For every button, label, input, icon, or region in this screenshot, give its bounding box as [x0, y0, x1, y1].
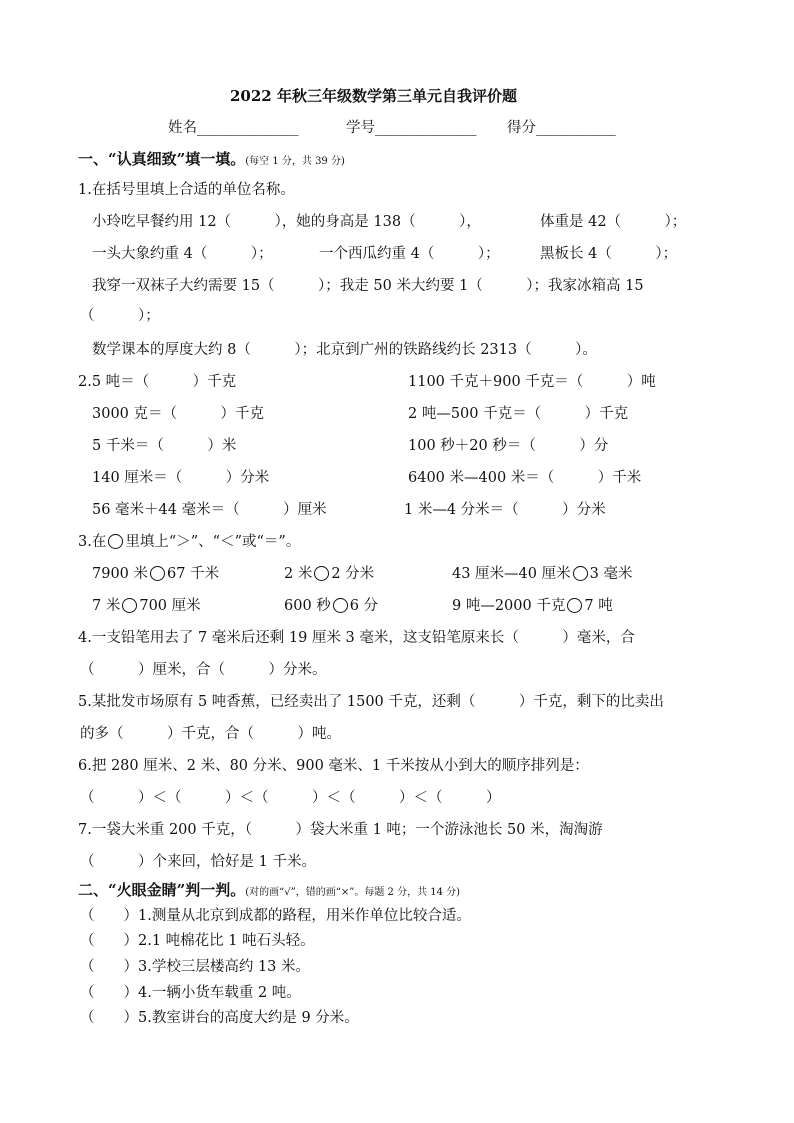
judge-item-3: （ ）3.学校三层楼高约 13 米。 [80, 959, 311, 975]
page-title: 2022 年秋三年级数学第三单元自我评价题 [230, 87, 517, 105]
q3-stem-part-b: 里填上“＞”、“＜”或“＝”。 [125, 534, 301, 550]
q3-a2-right: 2 分米 [331, 566, 375, 582]
section-2-note: (对的画“√”，错的画“×”。每题 2 分，共 14 分) [245, 887, 461, 898]
q1-row3: 我穿一双袜子大约需要 15（ ）；我走 50 米大约要 1（ ）；我家冰箱高 15 [92, 278, 644, 294]
q3-a2-left: 2 米 [284, 566, 313, 582]
q3-item-a3 [452, 564, 632, 584]
q3-item-a2 [284, 564, 374, 584]
q3-a1-right: 67 千米 [167, 566, 220, 582]
q3-stem [78, 532, 300, 552]
q2-row1a: 2.5 吨＝（ ）千克 [78, 374, 237, 390]
q3-item-b3 [452, 596, 613, 616]
q2-row2a: 3000 克＝（ ）千克 [92, 406, 265, 422]
q3-a1-left: 7900 米 [92, 566, 149, 582]
q2-row4b: 6400 米—400 米＝（ ）千米 [408, 470, 642, 486]
q4-line1: 4.一支铅笔用去了 7 毫米后还剩 19 厘米 3 毫米，这支铅笔原来长（ ）毫米，合 [78, 630, 635, 646]
q1-row5: 数学课本的厚度大约 8（ ）；北京到广州的铁路线约长 2313（ ）。 [92, 342, 597, 358]
q2-row3b: 100 秒＋20 秒＝（ ）分 [408, 438, 609, 454]
comparison-circle[interactable] [567, 598, 582, 613]
q3-a3-left: 43 厘米—40 厘米 [452, 566, 571, 582]
q5-line1: 5.某批发市场原有 5 吨香蕉，已经卖出了 1500 千克，还剩（ ）千克，剩下的比卖出 [78, 694, 664, 710]
q3-b2-right: 6 分 [349, 598, 379, 614]
comparison-circle[interactable] [122, 598, 137, 613]
q7-line2: （ ）个来回，恰好是 1 千米。 [80, 854, 316, 870]
q2-row4a: 140 厘米＝（ ）分米 [92, 470, 270, 486]
q3-a3-right: 3 毫米 [589, 566, 633, 582]
judge-item-5: （ ）5.教室讲台的高度大约是 9 分米。 [80, 1010, 359, 1026]
q7-line1: 7.一袋大米重 200 千克，（ ）袋大米重 1 吨；一个游泳池长 50 米，淘淘游 [78, 822, 603, 838]
q1-row1a: 小玲吃早餐约用 12（ ），她的身高是 138（ ）， [92, 214, 481, 230]
q1-row1b: 体重是 42（ ）； [540, 214, 687, 230]
q3-item-a1 [92, 564, 219, 584]
q3-b3-right: 7 吨 [584, 598, 613, 614]
section-2-title: 二、“火眼金睛”判一判。 [78, 881, 246, 899]
section-1-title: 一、“认真细致”填一填。 [78, 150, 246, 168]
judge-item-4: （ ）4.一辆小货车载重 2 吨。 [80, 985, 301, 1001]
q4-line2: （ ）厘米，合（ ）分米。 [80, 662, 327, 678]
student-id-field[interactable]: 学号______________ [346, 120, 477, 136]
comparison-circle[interactable] [314, 566, 329, 581]
section-2-heading [78, 880, 460, 903]
q6-line1: 6.把 280 厘米、2 米、80 分米、900 毫米、1 千米按从小到大的顺序排列是： [78, 758, 589, 774]
q2-row3a: 5 千米＝（ ）米 [92, 438, 237, 454]
q3-b2-left: 600 秒 [284, 598, 331, 614]
comparison-circle[interactable] [150, 566, 165, 581]
q2-row5b: 1 米—4 分米＝（ ）分米 [404, 502, 606, 518]
q1-row2a: 一头大象约重 4（ ）； [92, 246, 273, 262]
section-1-note: (每空 1 分，共 39 分) [245, 156, 345, 167]
q3-item-b1 [92, 596, 201, 616]
q2-row1b: 1100 千克＋900 千克＝（ ）吨 [408, 374, 656, 390]
comparison-circle-icon [108, 534, 123, 549]
q1-stem: 1.在括号里填上合适的单位名称。 [78, 182, 295, 198]
q5-line2: 的多（ ）千克，合（ ）吨。 [80, 726, 341, 742]
score-field[interactable]: 得分___________ [507, 120, 616, 136]
q3-b3-left: 9 吨—2000 千克 [452, 598, 566, 614]
judge-item-2: （ ）2.1 吨棉花比 1 吨石头轻。 [80, 933, 315, 949]
judge-item-1: （ ）1.测量从北京到成都的路程，用米作单位比较合适。 [80, 908, 471, 924]
q1-row2c: 黑板长 4（ ）； [540, 246, 678, 262]
q3-b1-right: 700 厘米 [139, 598, 201, 614]
q1-row2b: 一个西瓜约重 4（ ）； [319, 246, 500, 262]
comparison-circle[interactable] [573, 566, 588, 581]
q2-row2b: 2 吨—500 千克＝（ ）千克 [408, 406, 629, 422]
q1-row4: （ ）； [80, 308, 160, 324]
q2-row5a: 56 毫米＋44 毫米＝（ ）厘米 [92, 502, 327, 518]
q3-item-b2 [284, 596, 378, 616]
name-field[interactable]: 姓名______________ [168, 120, 299, 136]
q3-b1-left: 7 米 [92, 598, 121, 614]
q6-line2: （ ）＜（ ）＜（ ）＜（ ）＜（ ） [80, 790, 501, 806]
section-1-heading [78, 149, 345, 172]
comparison-circle[interactable] [333, 598, 348, 613]
q3-stem-part-a: 3.在 [78, 534, 107, 550]
